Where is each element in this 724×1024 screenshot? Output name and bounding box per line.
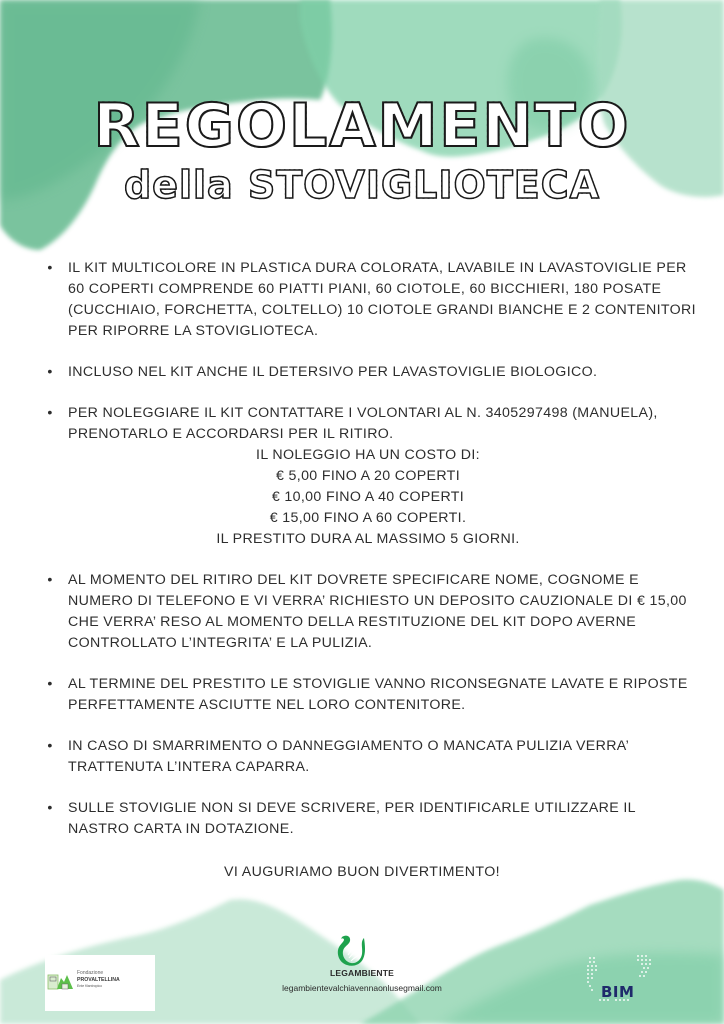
- provaltellina-line1: Fondazione: [77, 970, 104, 976]
- poster-subtitle-main: STOVIGLIOTECA: [247, 163, 601, 207]
- rule-item: [38, 362, 698, 383]
- rule-item: [38, 258, 698, 342]
- rule-text: PER NOLEGGIARE IL KIT CONTATTARE I VOLONTARI AL N. 3405297498 (MANUELA), PRENOTARLO E ACCORDARSI PER IL RITIRO.: [68, 405, 658, 442]
- poster-subtitle-prefix: della: [123, 163, 234, 207]
- rule-item: [38, 674, 698, 716]
- legambiente-name: LEGAMBIENTE: [329, 968, 395, 978]
- rule-item: [38, 736, 698, 778]
- rule-text: AL TERMINE DEL PRESTITO LE STOVIGLIE VANNO RICONSEGNATE LAVATE E RIPOSTE PERFETTAMENTE ASCIUTTE NEL LORO CONTENITORE.: [68, 676, 688, 713]
- bullet-icon: •: [47, 572, 53, 588]
- legambiente-email[interactable]: legambientevalchiavennaonlusegmail.com: [282, 983, 442, 993]
- bullet-icon: •: [47, 800, 53, 816]
- rules-list: [38, 258, 698, 860]
- rule-item: [38, 403, 698, 550]
- bullet-icon: •: [47, 405, 53, 421]
- rule-text: AL MOMENTO DEL RITIRO DEL KIT DOVRETE SPECIFICARE NOME, COGNOME E NUMERO DI TELEFONO E VI VERRA’ RICHIESTO UN DEPOSITO CAUZIONALE DI € 15,00 CHE VERRA’ RESO AL MOMENTO DELLA RESTITUZIONE DEL KIT DOPO AVERNE CONTROLLATO L’INTEGRITA’ E LA PULIZIA.: [68, 572, 687, 651]
- bullet-icon: •: [47, 676, 53, 692]
- pricing-heading: IL NOLEGGIO HA UN COSTO DI:: [256, 447, 480, 463]
- bullet-icon: •: [47, 738, 53, 754]
- bim-logo-icon: [580, 950, 660, 1010]
- loan-duration: IL PRESTITO DURA AL MASSIMO 5 GIORNI.: [216, 531, 520, 547]
- rule-text: IN CASO DI SMARRIMENTO O DANNEGGIAMENTO O MANCATA PULIZIA VERRA’ TRATTENUTA L’INTERA CAPARRA.: [68, 738, 629, 775]
- rule-text: INCLUSO NEL KIT ANCHE IL DETERSIVO PER LAVASTOVIGLIE BIOLOGICO.: [68, 364, 598, 380]
- bullet-icon: •: [47, 260, 53, 276]
- legambiente-swan-logo-icon: [333, 933, 367, 967]
- poster-subtitle: [0, 163, 724, 207]
- bullet-icon: •: [47, 364, 53, 380]
- pricing-tier: € 10,00 FINO A 40 COPERTI: [271, 489, 465, 505]
- rule-item: [38, 798, 698, 840]
- poster-title: REGOLAMENTO: [0, 96, 724, 156]
- bim-name: BIM: [601, 983, 635, 1001]
- provaltellina-line3: Ente filantropico: [77, 984, 103, 988]
- rule-item: [38, 570, 698, 654]
- closing-message: VI AUGURIAMO BUON DIVERTIMENTO!: [224, 864, 500, 880]
- provaltellina-line2: PROVALTELLINA: [77, 976, 120, 983]
- pricing-tier: € 15,00 FINO A 60 COPERTI.: [269, 510, 467, 526]
- pricing-tier: € 5,00 FINO A 20 COPERTI: [276, 468, 460, 484]
- rule-text: IL KIT MULTICOLORE IN PLASTICA DURA COLORATA, LAVABILE IN LAVASTOVIGLIE PER 60 COPERTI COMPRENDE 60 PIATTI PIANI, 60 CIOTOLE, 60 BICCHIERI, 180 POSATE (CUCCHIAIO, FORCHETTA, COLTELLO) 10 CIOTOLE GRANDI BIANCHE E 2 CONTENITORI PER RIPORRE LA STOVIGLIOTECA.: [68, 260, 696, 339]
- rule-text: SULLE STOVIGLIE NON SI DEVE SCRIVERE, PER IDENTIFICARLE UTILIZZARE IL NASTRO CARTA IN DOTAZIONE.: [68, 800, 636, 837]
